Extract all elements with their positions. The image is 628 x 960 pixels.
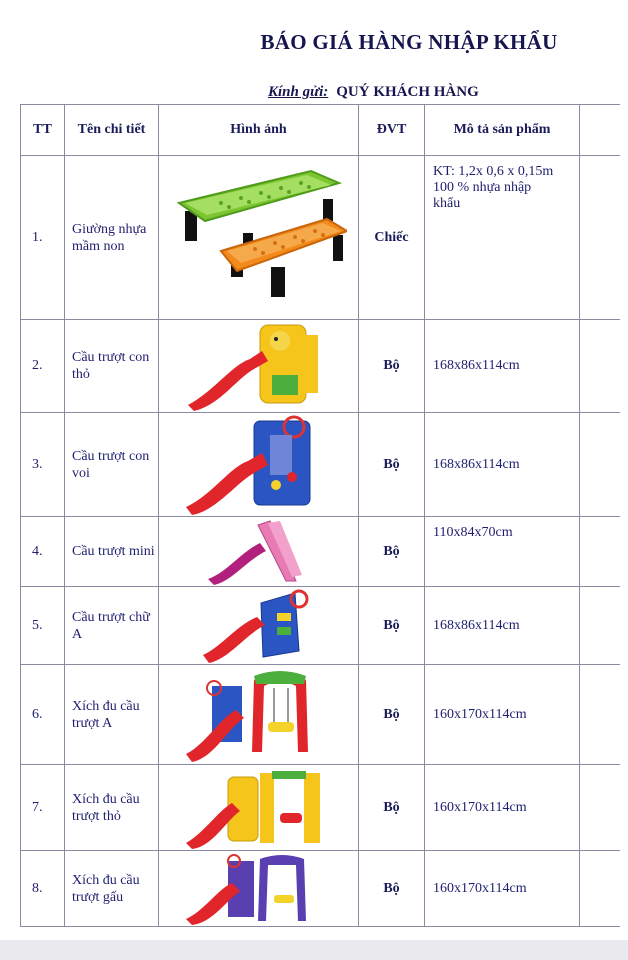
price-table (20, 104, 620, 927)
product-name: Cầu trượt con thỏ (65, 320, 159, 413)
description-line: KT: 1,2x 0,6 x 0,15m (433, 164, 554, 179)
description-line: 100 % nhựa nhập (433, 180, 532, 195)
product-description: 168x86x114cm (425, 587, 580, 665)
header-image: Hình ảnh (159, 105, 359, 156)
header-unit: ĐVT (359, 105, 425, 156)
table-row (21, 320, 621, 413)
row-number: 7. (21, 765, 65, 851)
salutation (268, 84, 479, 101)
product-description: 168x86x114cm (425, 413, 580, 517)
extra-cell (580, 320, 621, 413)
product-image (159, 156, 359, 320)
product-name: Xích đu cầu trượt A (65, 665, 159, 765)
product-description: 160x170x114cm (425, 765, 580, 851)
extra-cell (580, 156, 621, 320)
table-row (21, 851, 621, 927)
extra-cell (580, 587, 621, 665)
page-title: BÁO GIÁ HÀNG NHẬP KHẨU (260, 30, 558, 54)
swing-slide-a-image (184, 668, 334, 762)
extra-cell (580, 413, 621, 517)
header-extra (580, 105, 621, 156)
table-header-row (21, 105, 621, 156)
row-number: 3. (21, 413, 65, 517)
table-row (21, 765, 621, 851)
product-unit: Bộ (359, 765, 425, 851)
rabbit-slide-image (184, 321, 334, 411)
row-number: 8. (21, 851, 65, 927)
row-number: 2. (21, 320, 65, 413)
header-description: Mô tả sản phẩm (425, 105, 580, 156)
product-description: 168x86x114cm (425, 320, 580, 413)
product-image (159, 765, 359, 851)
product-name: Xích đu cầu trượt thỏ (65, 765, 159, 851)
product-unit: Bộ (359, 587, 425, 665)
product-description (425, 156, 580, 320)
header-name: Tên chi tiết (65, 105, 159, 156)
product-image (159, 517, 359, 587)
product-description: 160x170x114cm (425, 665, 580, 765)
page-bottom-margin (0, 940, 628, 960)
product-image (159, 665, 359, 765)
elephant-slide-image (184, 415, 334, 515)
table-row (21, 587, 621, 665)
extra-cell (580, 765, 621, 851)
extra-cell (580, 665, 621, 765)
row-number: 4. (21, 517, 65, 587)
product-name: Xích đu cầu trượt gấu (65, 851, 159, 927)
product-unit: Bộ (359, 851, 425, 927)
row-number: 6. (21, 665, 65, 765)
row-number: 5. (21, 587, 65, 665)
description-line: khẩu (433, 196, 461, 211)
swing-slide-bear-image (184, 853, 334, 925)
table-row (21, 517, 621, 587)
salutation-prefix: Kính gửi: (268, 84, 329, 100)
extra-cell (580, 517, 621, 587)
a-frame-slide-image (199, 589, 319, 663)
product-description: 110x84x70cm (425, 517, 580, 587)
product-unit: Bộ (359, 517, 425, 587)
product-image (159, 413, 359, 517)
product-image (159, 320, 359, 413)
product-name: Cầu trượt mini (65, 517, 159, 587)
product-name: Cầu trượt chữ A (65, 587, 159, 665)
product-name: Giường nhựa mầm non (65, 156, 159, 320)
plastic-cot-beds-image (171, 163, 347, 313)
header-tt: TT (21, 105, 65, 156)
product-name: Cầu trượt con voi (65, 413, 159, 517)
product-image (159, 587, 359, 665)
product-unit: Chiếc (359, 156, 425, 320)
product-unit: Bộ (359, 413, 425, 517)
row-number: 1. (21, 156, 65, 320)
product-description: 160x170x114cm (425, 851, 580, 927)
table-row (21, 156, 621, 320)
product-unit: Bộ (359, 665, 425, 765)
product-unit: Bộ (359, 320, 425, 413)
table-row (21, 413, 621, 517)
mini-slide-image (204, 519, 314, 585)
table-row (21, 665, 621, 765)
product-image (159, 851, 359, 927)
swing-slide-rabbit-image (184, 767, 334, 849)
salutation-recipient: QUÝ KHÁCH HÀNG (336, 84, 479, 100)
extra-cell (580, 851, 621, 927)
